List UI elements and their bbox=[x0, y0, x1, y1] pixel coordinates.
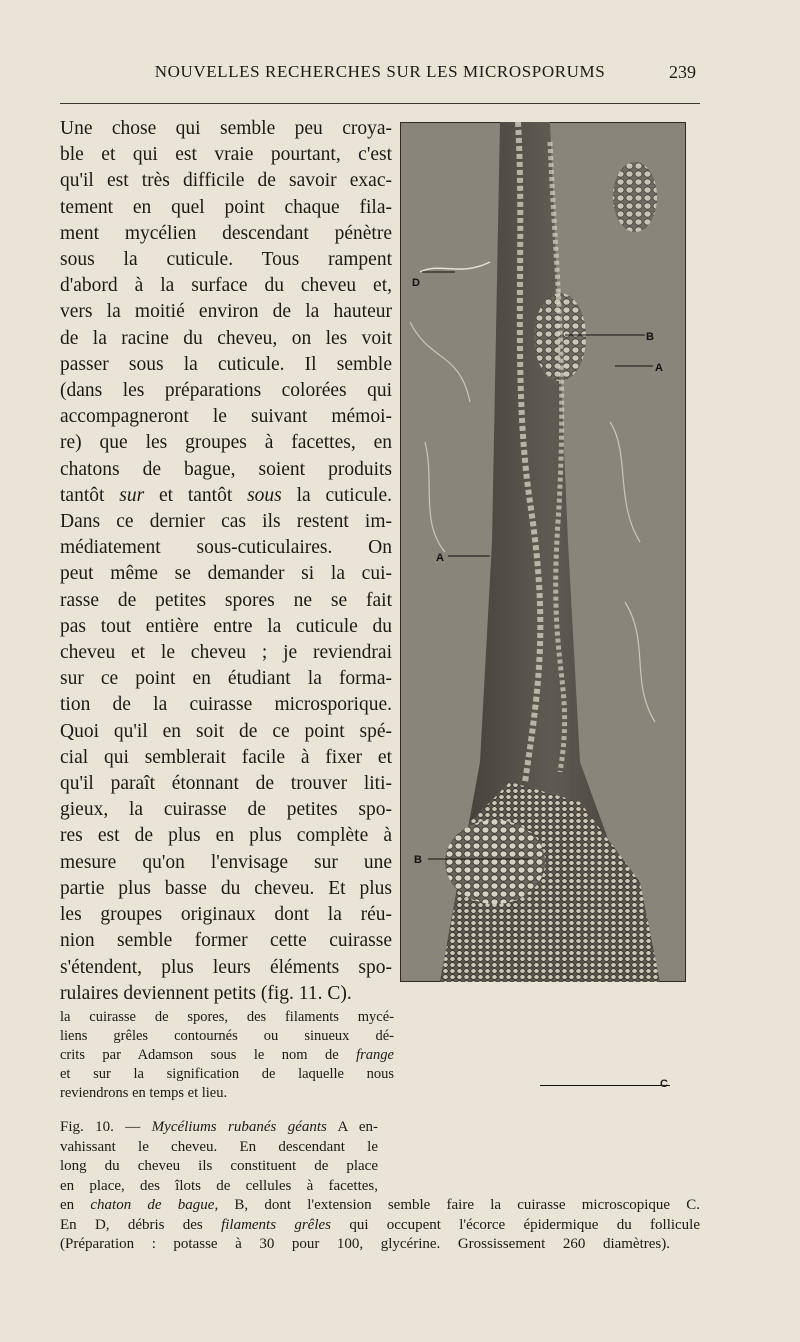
page-header bbox=[60, 62, 700, 94]
body-line: tement en quel point chaque fila- bbox=[60, 196, 392, 218]
body-line: mesure qu'on l'envisage sur une bbox=[60, 851, 392, 873]
note-line-mixed bbox=[60, 1046, 394, 1065]
body-line: Une chose qui semble peu croya- bbox=[60, 118, 392, 139]
body-line: sur ce point en étudiant la forma- bbox=[60, 668, 392, 690]
caption-line bbox=[60, 1216, 700, 1236]
body-line: Dans ce dernier cas ils restent im- bbox=[60, 511, 392, 533]
body-line: vers la moitié environ de la hauteur bbox=[60, 301, 392, 323]
body-line: s'étendent, plus leurs éléments spo- bbox=[60, 956, 392, 978]
spore-cluster-b-lower bbox=[445, 820, 545, 904]
header-rule bbox=[60, 103, 700, 104]
note-line: la cuirasse de spores, des filaments mycé- bbox=[60, 1009, 394, 1025]
body-line: qu'il est très difficile de savoir exac- bbox=[60, 170, 392, 192]
body-line: gieux, la cuirasse de petites spo- bbox=[60, 799, 392, 821]
label-b-top: B bbox=[646, 331, 654, 343]
body-line: res est de plus en plus complète à bbox=[60, 825, 392, 847]
caption-italic-title: Mycéliums rubanés géants bbox=[151, 1119, 327, 1135]
note-text-run: crits par Adamson sous le nom de bbox=[60, 1047, 339, 1063]
body-line: pas tout entière entre la cuticule du bbox=[60, 615, 392, 637]
body-line: sous la cuticule. Tous rampent bbox=[60, 249, 392, 271]
caption-line: (Préparation : potasse à 30 pour 100, glycérine. Grossissement 260 diamètres). bbox=[60, 1236, 670, 1252]
label-c: C bbox=[660, 1078, 668, 1090]
body-line: les groupes originaux dont la réu- bbox=[60, 904, 392, 926]
body-line: partie plus basse du cheveu. Et plus bbox=[60, 877, 392, 899]
caption-text-run: A en- bbox=[337, 1119, 379, 1135]
leader-line-c bbox=[540, 1085, 670, 1086]
body-line: tion de la cuirasse microsporique. bbox=[60, 694, 392, 716]
body-line: rulaires deviennent petits (fig. 11. C). bbox=[60, 982, 352, 1004]
body-line: chatons de bague, soient produits bbox=[60, 458, 392, 480]
caption-text-run: en bbox=[60, 1197, 75, 1213]
label-a-left: A bbox=[436, 552, 444, 564]
body-italic: sous bbox=[247, 484, 282, 506]
spore-cluster-top bbox=[613, 162, 657, 232]
body-line: cial qui semblerait facile à fixer et bbox=[60, 746, 392, 768]
body-line: qu'il paraît étonnant de trouver liti- bbox=[60, 773, 392, 795]
body-line: nion semble former cette cuirasse bbox=[60, 930, 392, 952]
caption-line: long du cheveu ils constituent de place bbox=[60, 1158, 378, 1174]
body-line: rasse de petites spores ne se fait bbox=[60, 589, 392, 611]
caption-line: en place, des îlots de cellules à facettes, bbox=[60, 1177, 378, 1194]
caption-text-run: qui occupent l'écorce épidermique du follicule bbox=[349, 1216, 701, 1233]
body-line: re) que les groupes à facettes, en bbox=[60, 432, 392, 454]
body-text-run: tantôt bbox=[60, 484, 105, 506]
note-line: et sur la signification de laquelle nous bbox=[60, 1066, 394, 1082]
caption-line bbox=[60, 1118, 378, 1138]
body-line: médiatement sous-cuticulaires. On bbox=[60, 537, 392, 559]
body-text-run: la cuticule. bbox=[296, 484, 393, 506]
note-line: liens grêles contournés ou sinueux dé- bbox=[60, 1028, 394, 1044]
running-title: NOUVELLES RECHERCHES SUR LES MICROSPORUMS bbox=[154, 62, 606, 81]
body-line-mixed bbox=[60, 483, 392, 509]
continued-note bbox=[60, 1008, 394, 1103]
body-line: d'abord à la surface du cheveu et, bbox=[60, 275, 392, 297]
body-text-run: et tantôt bbox=[158, 484, 233, 506]
caption-line bbox=[60, 1196, 700, 1216]
body-line: ment mycélien descendant pénètre bbox=[60, 222, 392, 244]
body-text bbox=[60, 116, 392, 1007]
label-a-right: A bbox=[655, 362, 663, 374]
body-line: ble et qui est vraie pourtant, c'est bbox=[60, 144, 392, 166]
label-d: D bbox=[412, 277, 420, 289]
body-line: peut même se demander si la cui- bbox=[60, 563, 392, 585]
figure-caption bbox=[60, 1118, 700, 1255]
body-line: de la racine du cheveu, on les voit bbox=[60, 327, 392, 349]
page-number: 239 bbox=[669, 62, 696, 82]
caption-italic: chaton de bague, bbox=[90, 1197, 219, 1213]
caption-line: vahissant le cheveu. En descendant le bbox=[60, 1138, 378, 1155]
caption-text-run: B, dont l'extension semble faire la cuirasse microscopique C. bbox=[234, 1197, 701, 1213]
label-b-left: B bbox=[414, 854, 422, 866]
note-line: reviendrons en temps et lieu. bbox=[60, 1085, 228, 1101]
body-italic: sur bbox=[119, 484, 145, 506]
body-line: Quoi qu'il en soit de ce point spé- bbox=[60, 720, 392, 742]
note-italic: frange bbox=[356, 1047, 394, 1063]
caption-italic: filaments grêles bbox=[221, 1216, 332, 1233]
caption-fig-number: Fig. 10. — bbox=[60, 1119, 141, 1135]
caption-text-run: En D, débris des bbox=[60, 1216, 203, 1233]
body-line: passer sous la cuticule. Il semble bbox=[60, 353, 392, 375]
body-line: accompagneront le suivant mémoi- bbox=[60, 406, 392, 428]
body-line: (dans les préparations colorées qui bbox=[60, 380, 392, 402]
body-line: cheveu et le cheveu ; je reviendrai bbox=[60, 642, 392, 664]
micrograph-figure bbox=[400, 122, 686, 982]
micrograph-illustration bbox=[400, 122, 686, 982]
